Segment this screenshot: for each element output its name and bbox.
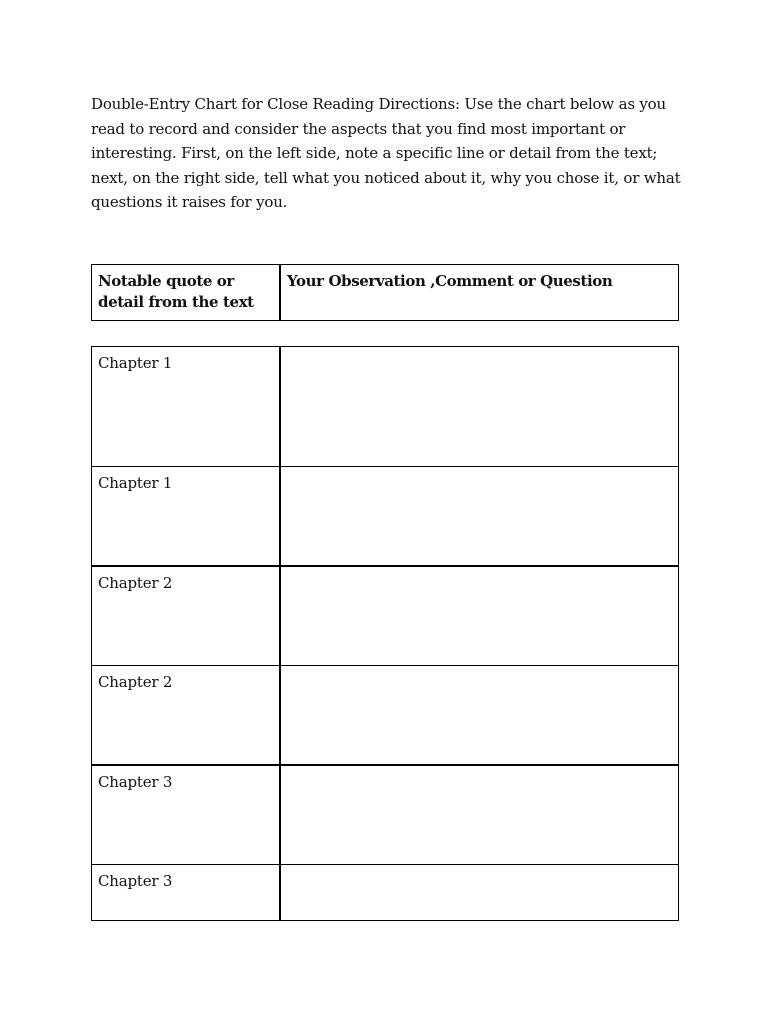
- chapter-cell: Chapter 3: [92, 865, 281, 921]
- table-row: [92, 467, 679, 567]
- chart-header-table: [91, 264, 679, 321]
- response-cell[interactable]: [280, 765, 679, 865]
- chapter-cell: Chapter 1: [92, 347, 281, 467]
- chapter-cell: Chapter 2: [92, 566, 281, 666]
- chapter-cell: Chapter 3: [92, 765, 281, 865]
- chapter-cell: Chapter 1: [92, 467, 281, 567]
- header-observation-cell: Your Observation ,Comment or Question: [280, 265, 679, 321]
- header-row: [92, 265, 679, 321]
- table-row: [92, 347, 679, 467]
- directions-text: Double-Entry Chart for Close Reading Directions: Use the chart below as you read to record and consider the aspects that you find most important or interesting. First, on the left side, note a specific line or detail from the text; next, on the right side, tell what you noticed about it, why you chose it, or what questions it raises for you.: [91, 95, 681, 211]
- response-cell[interactable]: [280, 666, 679, 766]
- table-row: [92, 666, 679, 766]
- response-cell[interactable]: [280, 566, 679, 666]
- chart-entries-table: [91, 346, 679, 921]
- header-quote-cell: Notable quote or detail from the text: [92, 265, 281, 321]
- table-row: [92, 765, 679, 865]
- table-row: [92, 865, 679, 921]
- table-row: [92, 566, 679, 666]
- chapter-cell: Chapter 2: [92, 666, 281, 766]
- response-cell[interactable]: [280, 347, 679, 467]
- response-cell[interactable]: [280, 865, 679, 921]
- response-cell[interactable]: [280, 467, 679, 567]
